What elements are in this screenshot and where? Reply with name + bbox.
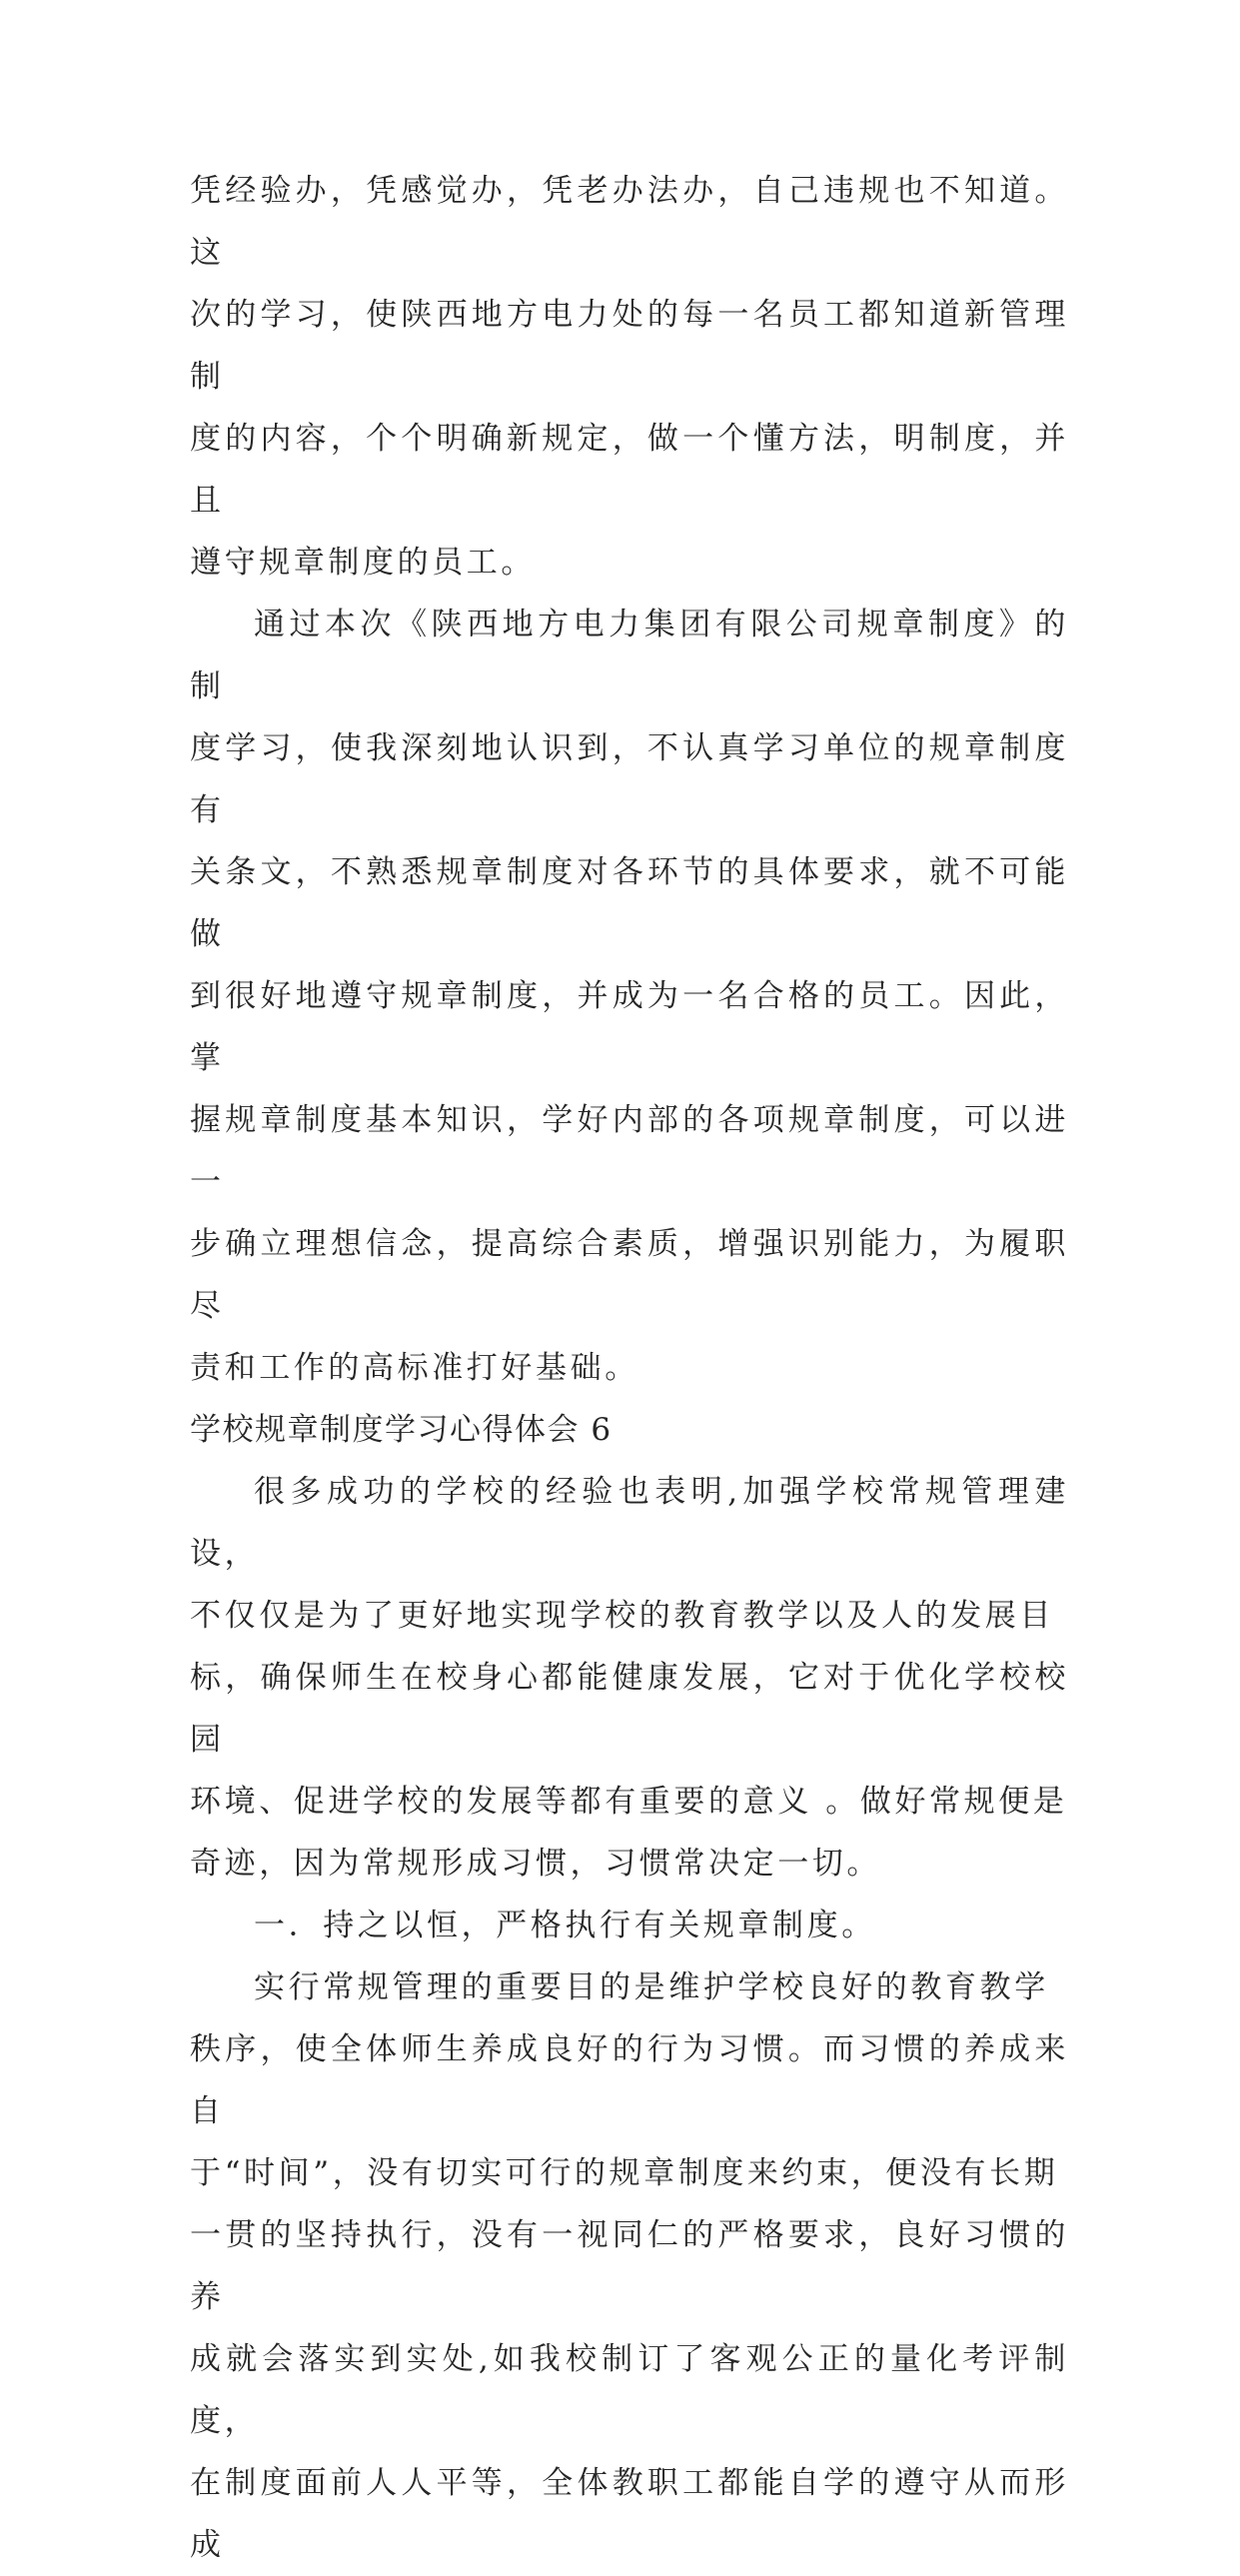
paragraph-3-line: 标，确保师生在校身心都能健康发展，它对于优化学校校园 — [190, 1660, 1069, 1758]
paragraph-5-line: 一贯的坚持执行，没有一视同仁的严格要求，良好习惯的养 — [190, 2217, 1069, 2315]
paragraph-5-line: 在制度面前人人平等，全体教职工都能自学的遵守从而形成 — [190, 2465, 1069, 2563]
paragraph-3-line: 不仅仅是为了更好地实现学校的教育教学以及人的发展目 — [190, 1598, 1054, 1634]
paragraph-3-line: 环境、促进学校的发展等都有重要的意义 。做好常规便是 — [190, 1784, 1068, 1820]
paragraph-3-line: 很多成功的学校的经验也表明,加强学校常规管理建设， — [190, 1474, 1069, 1572]
paragraph-3-line: 奇迹，因为常规形成习惯，习惯常决定一切。 — [190, 1846, 881, 1882]
paragraph-1 — [190, 160, 1069, 594]
paragraph-5-line: 秩序，使全体师生养成良好的行为习惯。而习惯的养成来自 — [190, 2031, 1069, 2129]
paragraph-5-line: 实行常规管理的重要目的是维护学校良好的教育教学 — [254, 1969, 1049, 2005]
paragraph-1-line: 凭经验办，凭感觉办，凭老办法办，自己违规也不知道。这 — [190, 173, 1069, 271]
paragraph-5-line: 于“时间”，没有切实可行的规章制度来约束，便没有长期 — [190, 2155, 1059, 2191]
paragraph-1-line: 次的学习，使陕西地方电力处的每一名员工都知道新管理制 — [190, 297, 1069, 395]
paragraph-2-line: 责和工作的高标准打好基础。 — [190, 1350, 639, 1386]
paragraph-4: 一．持之以恒，严格执行有关规章制度。 — [254, 1908, 876, 1943]
paragraph-2-line: 关条文，不熟悉规章制度对各环节的具体要求，就不可能做 — [190, 854, 1069, 952]
document-body — [190, 160, 1069, 2576]
section-title: 学校规章制度学习心得体会 6 — [190, 1412, 613, 1448]
paragraph-2-line: 通过本次《陕西地方电力集团有限公司规章制度》的制 — [190, 607, 1069, 704]
paragraph-2-line: 握规章制度基本知识，学好内部的各项规章制度，可以进一 — [190, 1102, 1069, 1200]
paragraph-2 — [190, 594, 1069, 1399]
paragraph-5-line: 成就会落实到实处,如我校制订了客观公正的量化考评制度， — [190, 2341, 1069, 2439]
paragraph-1-line: 度的内容，个个明确新规定，做一个懂方法，明制度，并且 — [190, 421, 1069, 519]
paragraph-3 — [190, 1461, 1069, 1895]
paragraph-2-line: 步确立理想信念，提高综合素质，增强识别能力，为履职尽 — [190, 1226, 1069, 1324]
paragraph-5 — [190, 1956, 1069, 2576]
paragraph-2-line: 到很好地遵守规章制度，并成为一名合格的员工。因此，掌 — [190, 978, 1069, 1076]
paragraph-1-line: 遵守规章制度的员工。 — [190, 545, 536, 581]
paragraph-2-line: 度学习，使我深刻地认识到，不认真学习单位的规章制度有 — [190, 730, 1069, 828]
